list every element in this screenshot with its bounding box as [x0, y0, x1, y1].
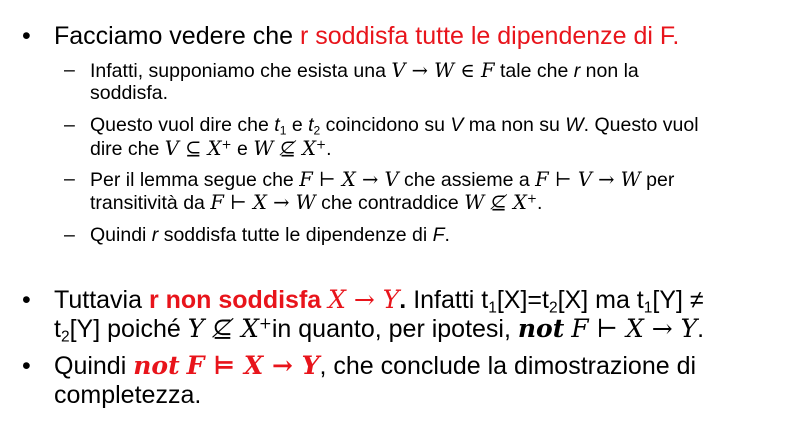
dash-marker: – — [64, 224, 75, 246]
dash-marker: – — [64, 59, 75, 81]
slide: • Facciamo vedere che r soddisfa tutte le dipendenze di F. – Infatti, supponiamo che esista una V → W ∈ F tale che r non la soddisfa. – Questo vuol dire che $t_1$ e $t_2$ coincidono su V ma non su W. Questo vuol dire che V ⊆ X+ e W ⊈ X+. – Per il lemma segue che F ⊢ X → V che assieme a F ⊢ V → W per transitività da F ⊢ X → W che contraddice W ⊈ X+. – Quindi r soddisfa tutte le dipendenze di F. • Tuttavia r non soddisfa X → Y. Infatti $t_1[X]=t_2[X]$ ma $t_1[Y]$ ≠ $t_2[Y]$ poiché Y ⊈ X+in quanto, per ipotesi, not F ⊢ X → Y. • Quindi not F ⊨ X → Y, che conclude la dimostrazione di completezza. — [22, 22, 705, 409]
bullet-marker: • — [22, 286, 31, 314]
dash-marker: – — [64, 168, 75, 190]
bullet-marker: • — [22, 352, 31, 380]
bullet-marker: • — [22, 22, 31, 50]
dash-marker: – — [64, 114, 75, 136]
bullet-1-text: Facciamo vedere che r soddisfa tutte le dipendenze di F. — [54, 22, 680, 50]
